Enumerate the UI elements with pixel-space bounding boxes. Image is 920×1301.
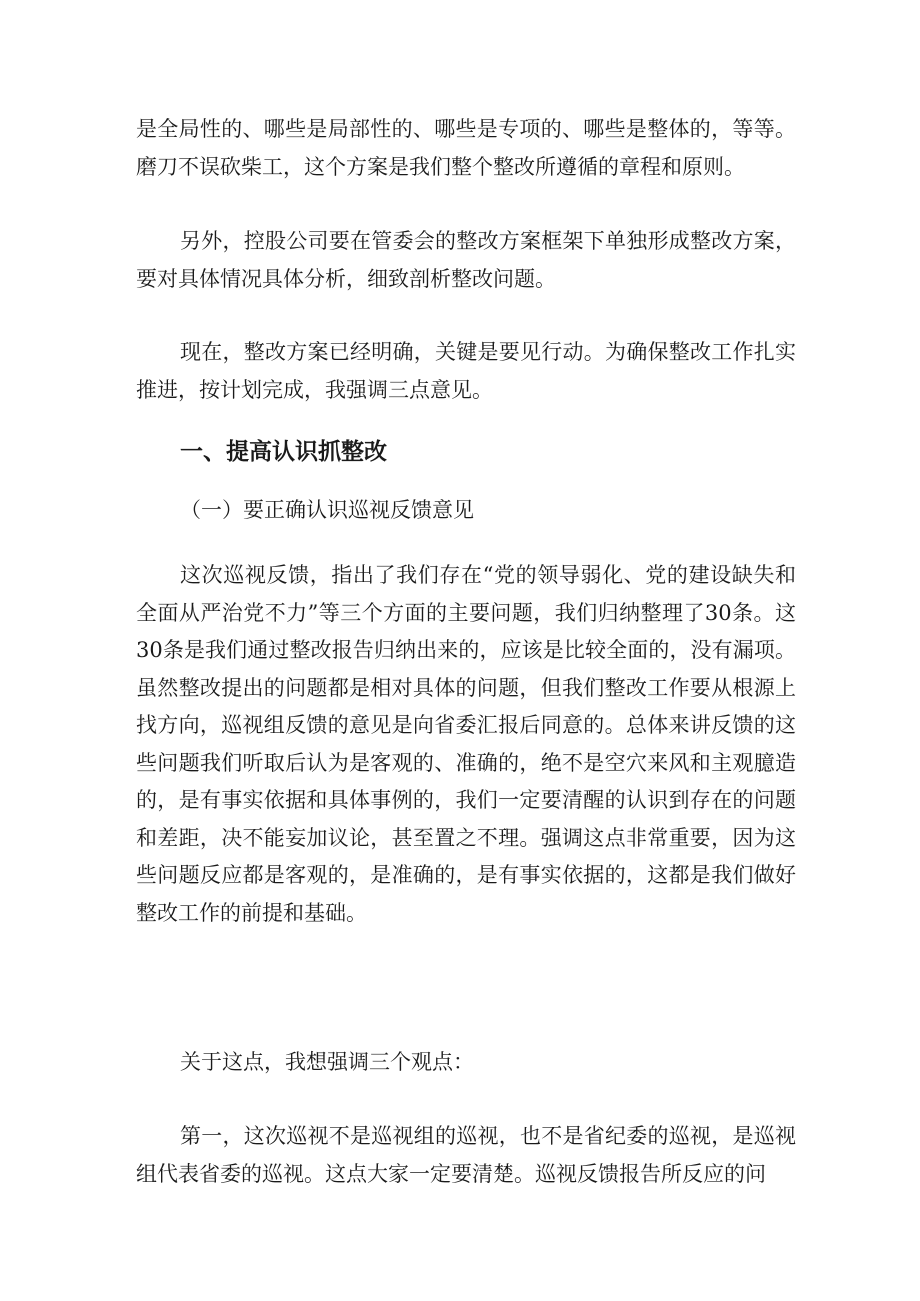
paragraph-6: 第一，这次巡视不是巡视组的巡视，也不是省纪委的巡视，是巡视组代表省委的巡视。这点大家一定要清楚。巡视反馈报告所反应的问 xyxy=(136,1124,796,1186)
paragraph-2: 另外，控股公司要在管委会的整改方案框架下单独形成整改方案，要对具体情况具体分析，细致剖析整改问题。 xyxy=(136,229,796,291)
subsection-heading-1: （一）要正确认识巡视反馈意见 xyxy=(180,498,474,522)
paragraph-4: 这次巡视反馈，指出了我们存在“党的领导弱化、党的建设缺失和全面从严治党不力”等三个方面的主要问题，我们归纳整理了30条。这30条是我们通过整改报告归纳出来的，应该是比较全面的，没有漏项。虽然整改提出的问题都是相对具体的问题，但我们整改工作要从根源上找方向，巡视组反馈的意见是向省委汇报后同意的。总体来讲反馈的这些问题我们听取后认为是客观的、准确的，绝不是空穴来风和主观臆造的，是有事实依据和具体事例的，我们一定要清醒的认识到存在的问题和差距，决不能妄加议论，甚至置之不理。强调这点非常重要，因为这些问题反应都是客观的，是准确的，是有事实依据的，这都是我们做好整改工作的前提和基础。 xyxy=(136,563,796,925)
section-heading-1: 一、提高认识抓整改 xyxy=(180,438,387,465)
paragraph-1: 是全局性的、哪些是局部性的、哪些是专项的、哪些是整体的，等等。磨刀不误砍柴工，这个方案是我们整个整改所遵循的章程和原则。 xyxy=(136,117,796,179)
paragraph-5: 关于这点，我想强调三个观点： xyxy=(180,1050,474,1074)
paragraph-3: 现在，整改方案已经明确，关键是要见行动。为确保整改工作扎实推进，按计划完成，我强调三点意见。 xyxy=(136,340,796,402)
